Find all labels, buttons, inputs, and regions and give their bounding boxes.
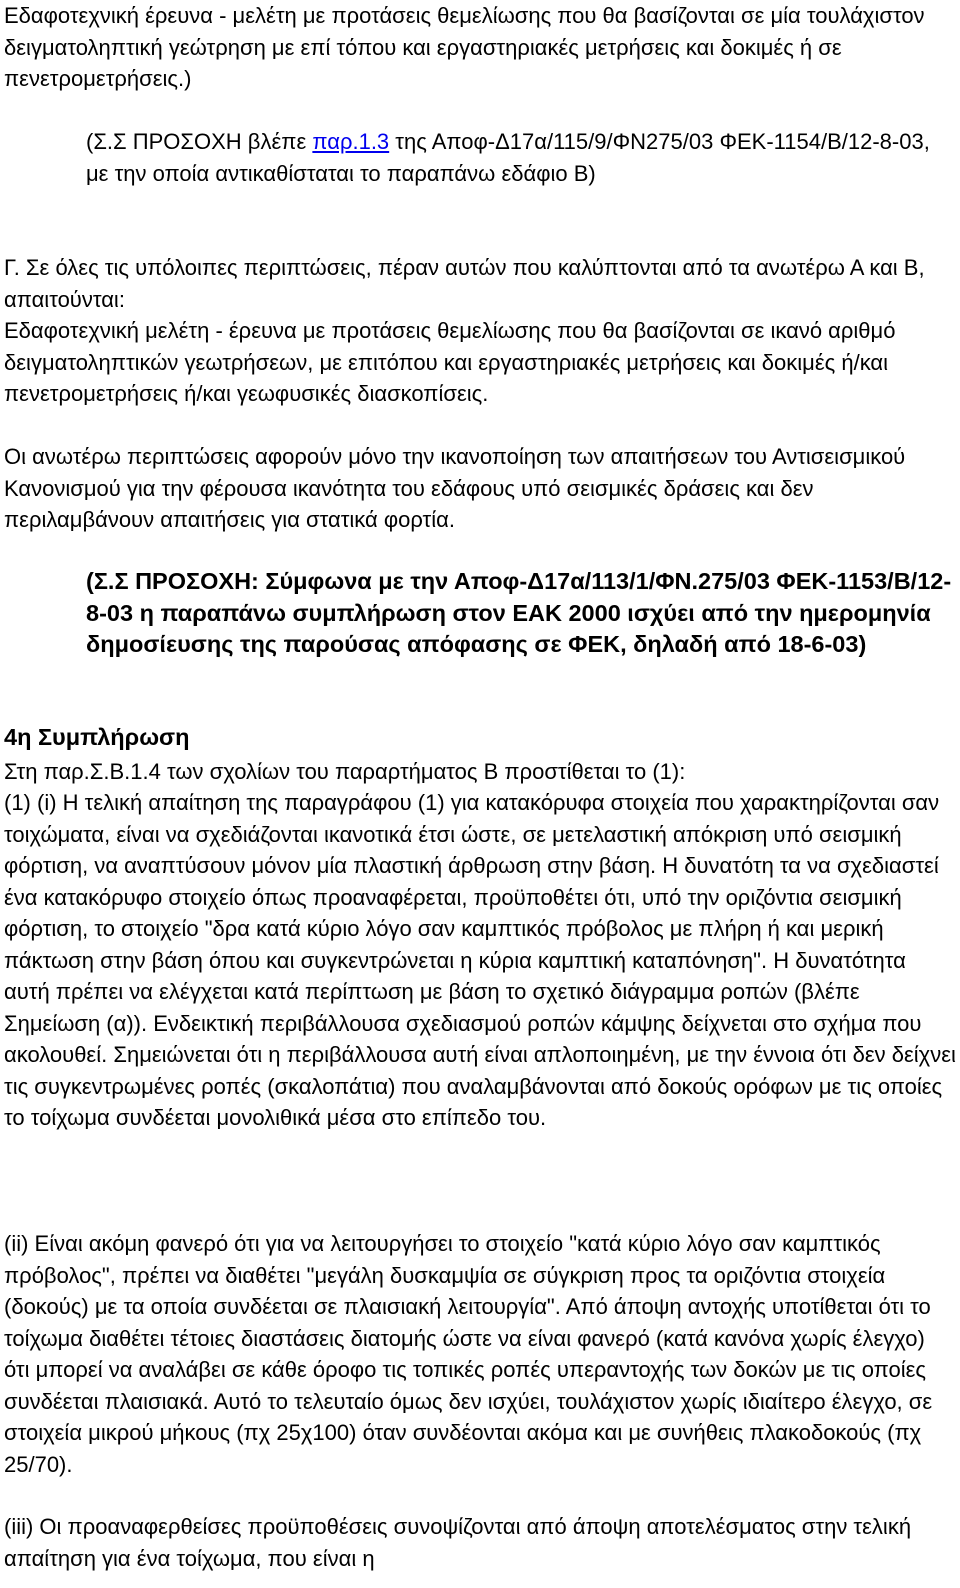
paragraph-4-intro: Στη παρ.Σ.Β.1.4 των σχολίων του παραρτήματος Β προστίθεται το (1): [4,759,686,784]
note1-suffix: της Αποφ-Δ17α/115/9/ΦΝ275/03 ΦΕΚ-1154/Β/12-8-03, με την οποία αντικαθίσταται το παραπάνω εδάφιο Β) [86,129,930,186]
paragraph-g-study: Εδαφοτεχνική μελέτη - έρευνα με προτάσεις θεμελίωσης που θα βασίζονται σε ικανό αριθμό δειγματοληπτικών γεωτρήσεων, με επιτόπου και εργαστηριακές μετρήσεις και δοκιμές ή/και πενετρομετρήσεις ή/και γεωφυσικές διασκοπίσεις. [4,318,896,406]
intro-paragraph: Εδαφοτεχνική έρευνα - μελέτη με προτάσεις θεμελίωσης που θα βασίζονται σε μία τουλάχιστον δειγματοληπτική γεώτρηση με επί τόπου και εργαστηριακές μετρήσεις και δοκιμές ή σε πενετρομετρήσεις.) [4,3,925,91]
paragraph-g-scope: Οι ανωτέρω περιπτώσεις αφορούν μόνο την ικανοποίηση των απαιτήσεων του Αντισεισμικού Κανονισμού για την φέρουσα ικανότητα του εδάφους υπό σεισμικές δράσεις και δεν περιλαμβάνουν απαιτήσεις για στατικά φορτία. [4,444,906,532]
par-1-3-link[interactable]: παρ.1.3 [312,129,390,154]
section-heading-4: 4η Συμπλήρωση [4,724,190,750]
note-paragraph-1 [86,126,956,189]
note1-prefix: (Σ.Σ ΠΡΟΣΟΧΗ βλέπε [86,129,313,154]
note-paragraph-2: (Σ.Σ ΠΡΟΣΟΧΗ: Σύμφωνα με την Αποφ-Δ17α/113/1/ΦΝ.275/03 ΦΕΚ-1153/Β/12-8-03 η παραπάνω συμπλήρωση στον ΕΑΚ 2000 ισχύει από την ημερομηνία δημοσίευσης της παρούσας απόφασης σε ΦΕΚ, δηλαδή από 18-6-03) [86,568,952,657]
paragraph-4-ii: (ii) Είναι ακόμη φανερό ότι για να λειτουργήσει το στοιχείο "κατά κύριο λόγο σαν καμπτικός πρόβολος", πρέπει να διαθέτει "μεγάλη δυσκαμψία σε σύγκριση προς τα οριζόντια στοιχεία (δοκούς) με τα οποία συνδέεται σε πλαισιακή λειτουργία". Από άποψη αντοχής υποτίθεται ότι το τοίχωμα διαθέτει τέτοιες διαστάσεις διατομής ώστε να είναι φανερό (κατά κανόνα χωρίς έλεγχο) ότι μπορεί να αναλάβει σε κάθε όροφο τις τοπικές ροπές υπεραντοχής των δοκών με τις οποίες συνδέεται πλαισιακά. Αυτό το τελευταίο όμως δεν ισχύει, τουλάχιστον χωρίς ιδιαίτερο έλεγχο, σε στοιχεία μικρού μήκους (πχ 25χ100) όταν συνδέονται ακόμα και με συνήθεις πλακοδοκούς (πχ 25/70). [4,1231,933,1477]
paragraph-g: Γ. Σε όλες τις υπόλοιπες περιπτώσεις, πέραν αυτών που καλύπτονται από τα ανωτέρω Α και Β, απαιτούνται: [4,255,925,312]
paragraph-4-i: (1) (i) Η τελική απαίτηση της παραγράφου (1) για κατακόρυφα στοιχεία που χαρακτηρίζονται σαν τοιχώματα, είναι να σχεδιάζονται ικανοτικά έτσι ώστε, σε μετελαστική απόκριση υπό σεισμική φόρτιση, να αναπτύσουν μόνον μία πλαστική άρθρωση στην βάση. Η δυνατότη τα να σχεδιαστεί ένα κατακόρυφο στοιχείο όπως προαναφέρεται, προϋποθέτει ότι, υπό την οριζόντια σεισμική φόρτιση, το στοιχείο "δρα κατά κύριο λόγο σαν καμπτικός πρόβολος με πλήρη ή και μερική πάκτωση στην βάση όπου και συγκεντρώνεται η κύρια καμπτική καταπόνηση". Η δυνατότητα αυτή πρέπει να ελέγχεται κατά περίπτωση με βάση το σχετικό διάγραμμα ροπών (βλέπε Σημείωση (α)). Ενδεικτική περιβάλλουσα σχεδιασμού ροπών κάμψης δείχνεται στο σχήμα που ακολουθεί. Σημειώνεται ότι η περιβάλλουσα αυτή είναι απλοποιημένη, με την έννοια ότι δεν δείχνει τις συγκεντρωμένες ροπές (σκαλοπάτια) που αναλαμβάνονται από δοκούς ορόφων με τις οποίες το τοίχωμα συνδέεται μονολιθικά μέσα στο επίπεδο του. [4,790,956,1130]
paragraph-4-iii: (iii) Οι προαναφερθείσες προϋποθέσεις συνοψίζονται από άποψη αποτελέσματος στην τελική απαίτηση για ένα τοίχωμα, που είναι η [4,1514,912,1571]
